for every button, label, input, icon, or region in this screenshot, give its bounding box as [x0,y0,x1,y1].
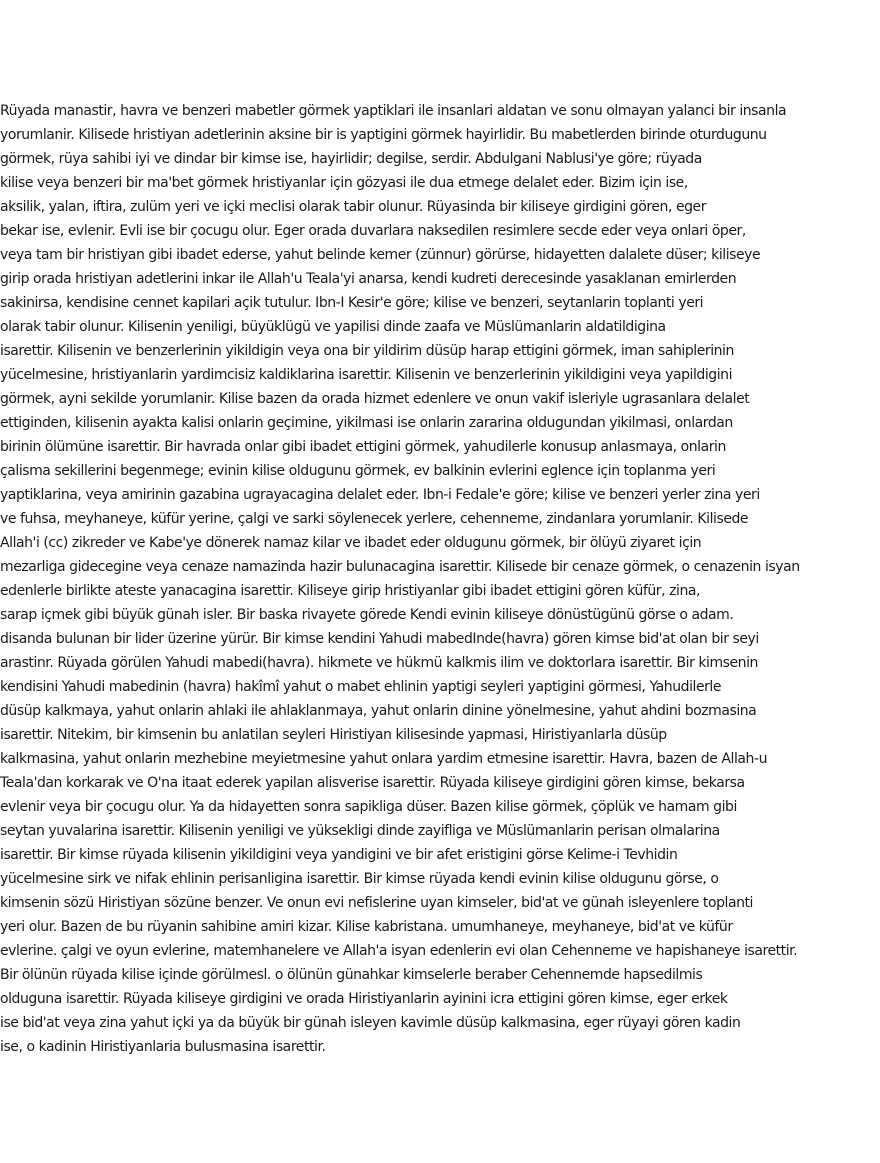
text-line: edenlerle birlikte ateste yanacagina isarettir. Kiliseye girip hristiyanlar gibi ibadet ettigini gören küfür, zina, [0,583,701,599]
text-line: evlenir veya bir çocugu olur. Ya da hidayetten sonra sapikliga düser. Bazen kilise görmek, çöplük ve hamam gibi [0,799,737,815]
text-line: görmek, ayni sekilde yorumlanir. Kilise bazen da orada hizmet edenlere ve onun vakif isleriyle ugrasanlara delalet [0,391,750,407]
text-line: yeri olur. Bazen de bu rüyanin sahibine amiri kizar. Kilise kabristana. umumhaneye, meyhaneye, bid'at ve küfür [0,919,733,935]
text-line: ise, o kadinin Hiristiyanlaria bulusmasina isarettir. [0,1039,326,1055]
text-line: arastinr. Rüyada görülen Yahudi mabedi(havra). hikmete ve hükmü kalkmis ilim ve doktorlara isarettir. Bir kimsenin [0,655,758,671]
text-line: sarap içmek gibi büyük günah isler. Bir baska rivayete görede Kendi evinin kiliseye dönüstügünü görse o adam. [0,607,734,623]
text-line: yücelmesine sirk ve nifak ehlinin perisanligina isarettir. Bir kimse rüyada kendi evinin kilise oldugunu görse, o [0,871,719,887]
text-line: görmek, rüya sahibi iyi ve dindar bir kimse ise, hayirlidir; degilse, serdir. Abdulgani Nablusi'ye göre; rüyada [0,151,702,167]
text-line: yaptiklarina, veya amirinin gazabina ugrayacagina delalet eder. Ibn-i Fedale'e göre; kilise ve benzeri yerler zina yeri [0,487,760,503]
text-line: kendisini Yahudi mabedinin (havra) hakîmî yahut o mabet ehlinin yaptigi seyleri yaptigini görmesi, Yahudilerle [0,679,722,695]
text-line: disanda bulunan bir lider üzerine yürür. Bir kimse kendini Yahudi mabedInde(havra) gören kimse bid'at olan bir seyi [0,631,759,647]
text-line: düsüp kalkmaya, yahut onlarin ahlaki ile ahlaklanmaya, yahut onlarin dinine yönelmesine, yahut ahdini bozmasina [0,703,757,719]
text-line: isarettir. Bir kimse rüyada kilisenin yikildigini veya yandigini ve bir afet eristigini görse Kelime-i Tevhidin [0,847,678,863]
text-line: Bir ölünün rüyada kilise içinde görülmesl. o ölünün günahkar kimselerle beraber Cehennemde hapsedilmis [0,967,703,983]
text-line: isarettir. Nitekim, bir kimsenin bu anlatilan seyleri Hiristiyan kilisesinde yapmasi, Hiristiyanlarla düsüp [0,727,667,743]
text-line: ve fuhsa, meyhaneye, küfür yerine, çalgi ve sarki söylenecek yerlere, cehenneme, zindanlara yorumlanir. Kilisede [0,511,749,527]
text-line: ettiginden, kilisenin ayakta kalisi onlarin geçimine, yikilmasi ise onlarin zararina oldugundan yikilmasi, onlardan [0,415,733,431]
text-line: mezarliga gidecegine veya cenaze namazinda hazir bulunacagina isarettir. Kilisede bir cenaze görmek, o cenazenin isyan [0,559,800,575]
text-line: Allah'i (cc) zikreder ve Kabe'ye dönerek namaz kilar ve ibadet eder oldugunu görmek, bir ölüyü ziyaret için [0,535,702,551]
text-line: çalisma sekillerini begenmege; evinin kilise oldugunu görmek, ev balkinin evlerini eglence için toplanma yeri [0,463,716,479]
text-line: kilise veya benzeri bir ma'bet görmek hristiyanlar için gözyasi ile dua etmege delalet eder. Bizim için ise, [0,175,688,191]
text-line: seytan yuvalarina isarettir. Kilisenin yeniligi ve yüksekligi dinde zayifliga ve Müslümanlarin perisan olmalarina [0,823,720,839]
text-line: bekar ise, evlenir. Evli ise bir çocugu olur. Eger orada duvarlara naksedilen resimlere secde eder veya onlari öper, [0,223,746,239]
text-line: veya tam bir hristiyan gibi ibadet ederse, yahut belinde kemer (zünnur) görürse, hidayetten dalalete düser; kiliseye [0,247,761,263]
text-line: evlerine. çalgi ve oyun evlerine, matemhanelere ve Allah'a isyan edenlerin evi olan Cehenneme ve hapishaneye isarettir. [0,943,798,959]
text-line: olduguna isarettir. Rüyada kiliseye girdigini ve orada Hiristiyanlarin ayinini icra ettigini gören kimse, eger erkek [0,991,728,1007]
text-line: isarettir. Kilisenin ve benzerlerinin yikildigin veya ona bir yildirim düsüp harap ettigini görmek, iman sahiplerinin [0,343,734,359]
text-line: yorumlanir. Kilisede hristiyan adetlerinin aksine bir is yaptigini görmek hayirlidir. Bu mabetlerden birinde oturdugunu [0,127,767,143]
text-line: girip orada hristiyan adetlerini inkar ile Allah'u Teala'yi anarsa, kendi kudreti derecesinde yasaklanan emirlerden [0,271,737,287]
text-line: olarak tabir olunur. Kilisenin yeniligi, büyüklügü ve yapilisi dinde zaafa ve Müslümanlarin aldatildigina [0,319,666,335]
text-line: kalkmasina, yahut onlarin mezhebine meyietmesine yahut onlara yardim etmesine isarettir. Havra, bazen de Allah-u [0,751,767,767]
text-line: birinin ölümüne isarettir. Bir havrada onlar gibi ibadet ettigini görmek, yahudilerle konusup anlasmaya, onlarin [0,439,726,455]
text-line: yücelmesine, hristiyanlarin yardimcisiz kaldiklarina isarettir. Kilisenin ve benzerlerinin yikildigini veya yapildigini [0,367,733,383]
document-body [0,99,880,1059]
text-line: sakinirsa, kendisine cennet kapilari açik tutulur. Ibn-I Kesir'e göre; kilise ve benzeri, seytanlarin toplanti yeri [0,295,704,311]
text-line: kimsenin sözü Hiristiyan sözüne benzer. Ve onun evi nefislerine uyan kimseler, bid'at ve günah isleyenlere toplanti [0,895,753,911]
text-line: ise bid'at veya zina yahut içki ya da büyük bir günah isleyen kavimle düsüp kalkmasina, eger rüyayi gören kadin [0,1015,741,1031]
text-line: aksilik, yalan, iftira, zulüm yeri ve içki meclisi olarak tabir olunur. Rüyasinda bir kiliseye girdigini gören, eger [0,199,707,215]
text-line: Rüyada manastir, havra ve benzeri mabetler görmek yaptiklari ile insanlari aldatan ve sonu olmayan yalanci bir insanla [0,103,787,119]
text-line: Teala'dan korkarak ve O'na itaat ederek yapilan alisverise isarettir. Rüyada kiliseye girdigini gören kimse, bekarsa [0,775,745,791]
